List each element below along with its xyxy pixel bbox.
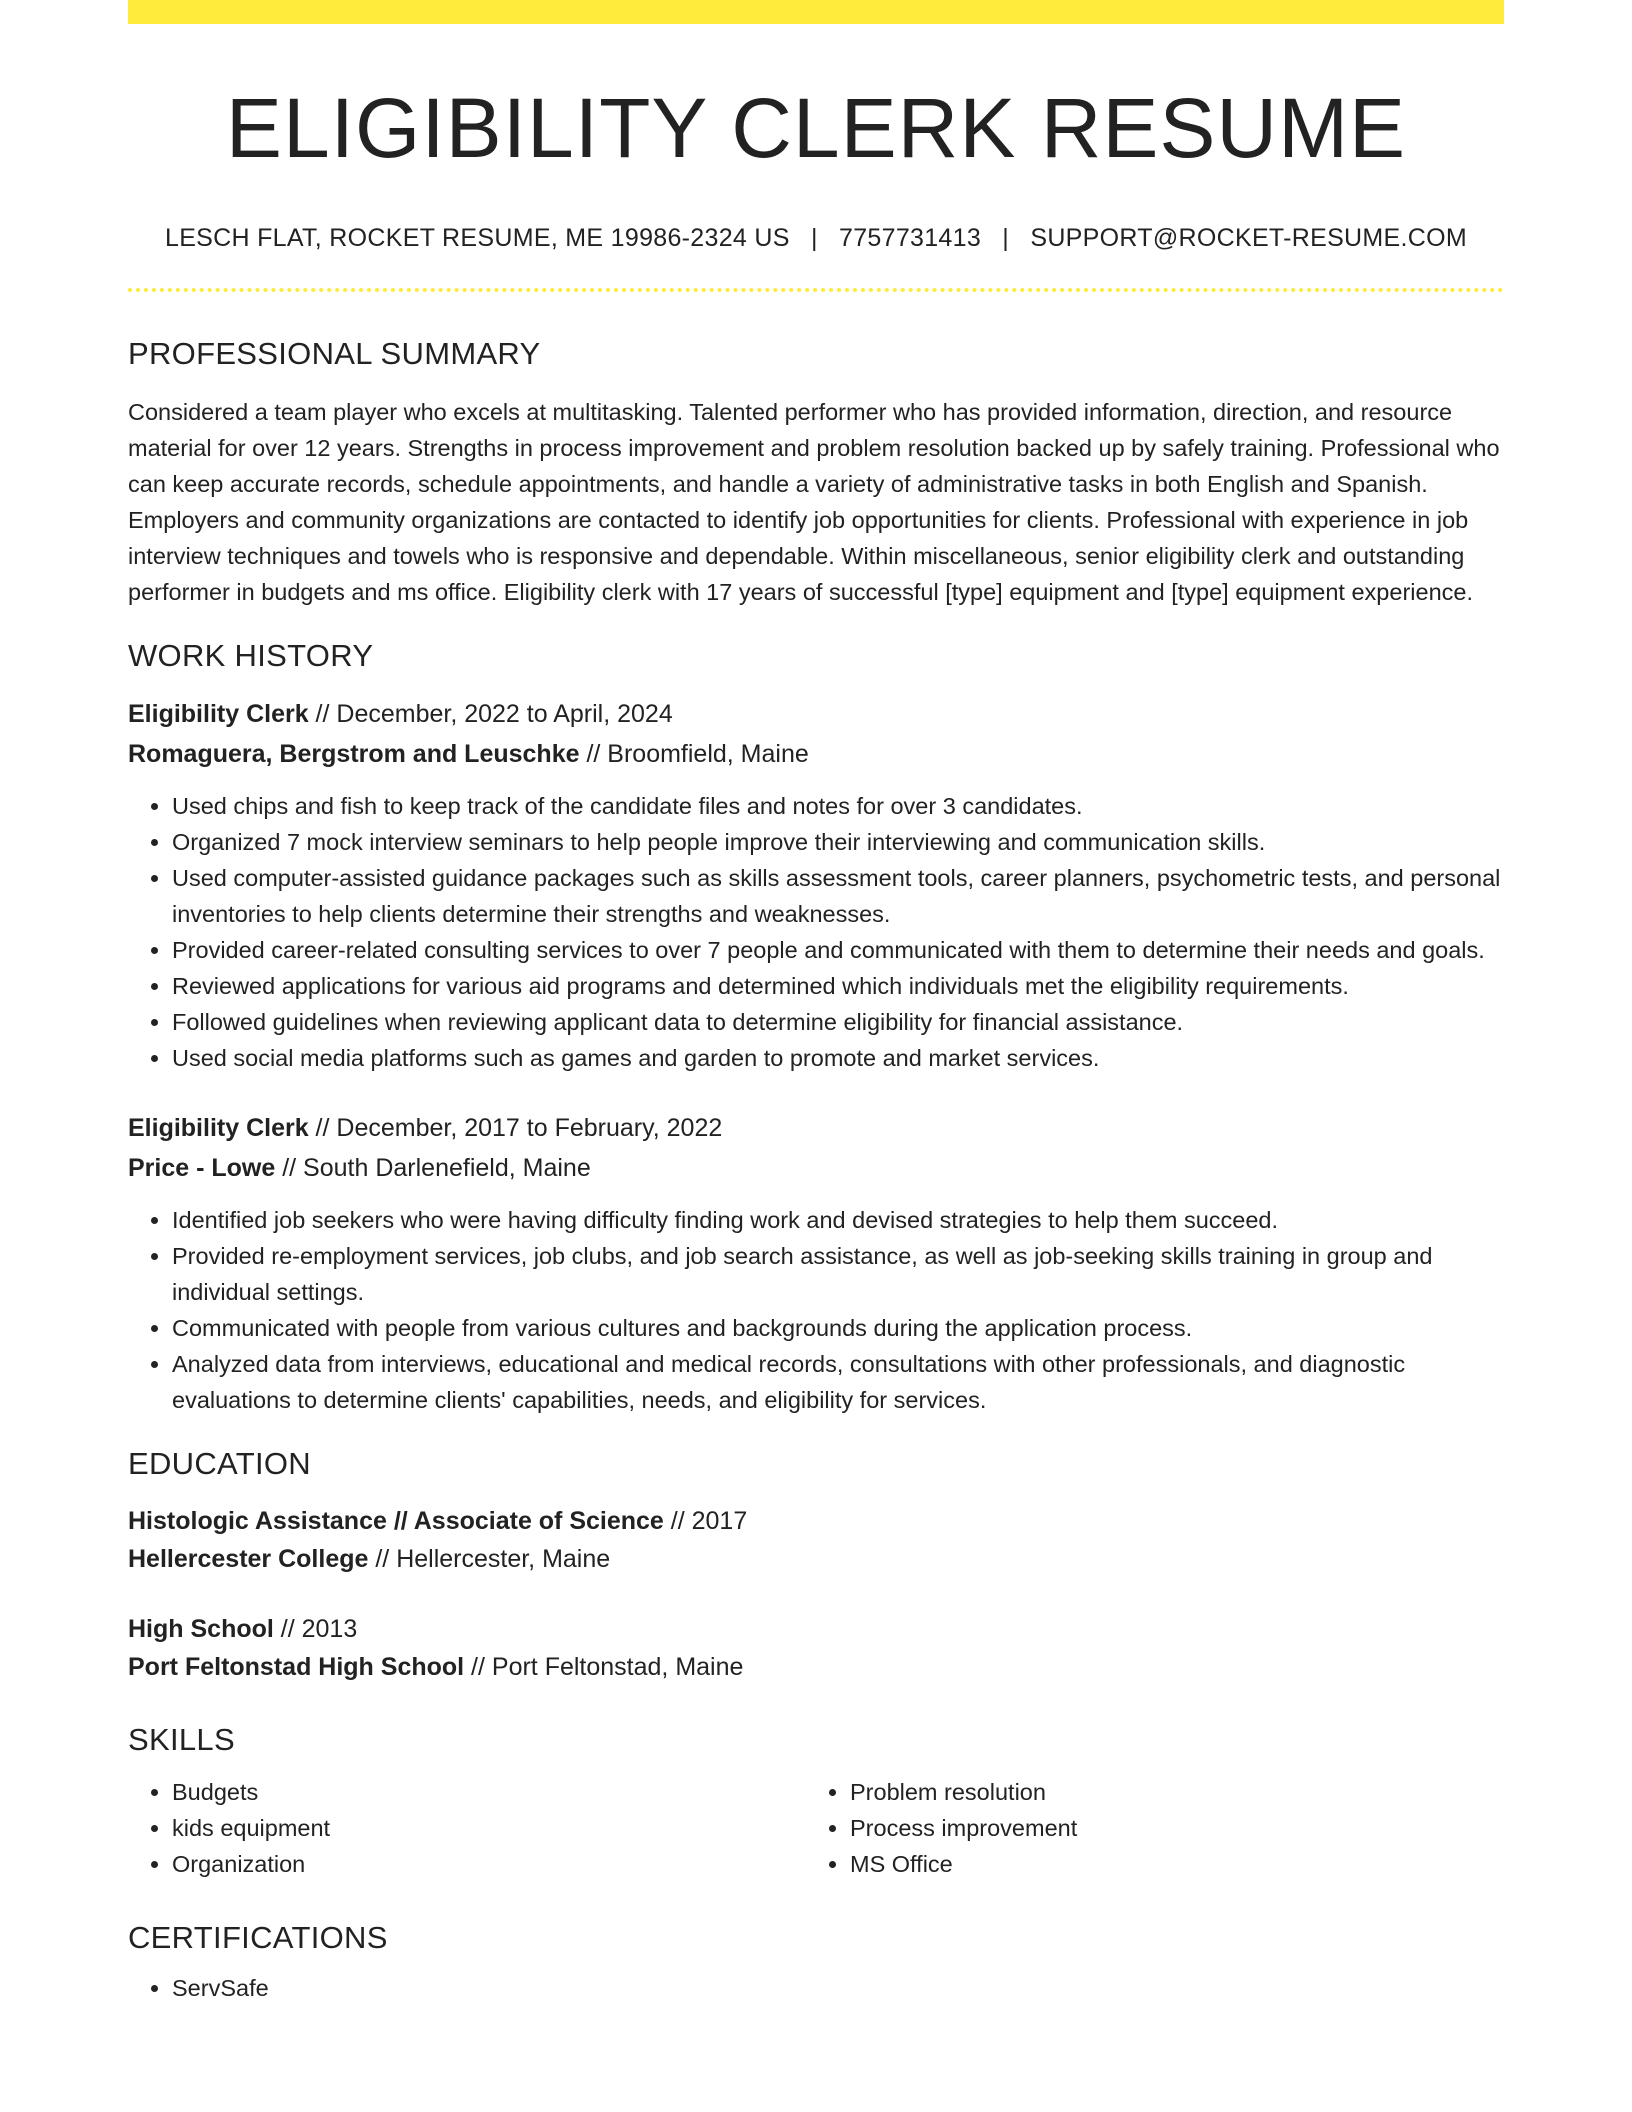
list-item: • Organization (172, 1846, 806, 1882)
job-location: // Broomfield, Maine (579, 740, 809, 769)
list-item: • Problem resolution (850, 1774, 1484, 1810)
skills-column-right (806, 1774, 1484, 1882)
education-entry (128, 1502, 1504, 1578)
list-item: • Used computer-assisted guidance packages such as skills assessment tools, career planners, psychometric tests, and personal inventories to help clients determine their strengths and weaknesses. (172, 860, 1504, 932)
contact-separator: | (810, 224, 818, 253)
summary-text: Considered a team player who excels at multitasking. Talented performer who has provided information, direction, and resource material for over 12 years. Strengths in process improvement and problem resolution backed up by safely training. Professional who can keep accurate records, schedule appointments, and handle a variety of administrative tasks in both English and Spanish. Employers and community organizations are contacted to identify job opportunities for clients. Professional with experience in job interview techniques and towels who is responsive and dependable. Within miscellaneous, senior eligibility clerk and outstanding performer in budgets and ms office. Eligibility clerk with 17 years of successful [type] equipment and [type] equipment experience. (128, 399, 1500, 606)
education-year: // 2013 (273, 1615, 358, 1644)
contact-address: LESCH FLAT, ROCKET RESUME, ME 19986-2324 US (165, 224, 790, 253)
list-item: • Budgets (172, 1774, 806, 1810)
list-item: • Followed guidelines when reviewing applicant data to determine eligibility for financial assistance. (172, 1004, 1504, 1040)
contact-phone: 7757731413 (839, 224, 982, 253)
job-entry (128, 694, 1504, 1076)
job-role: Eligibility Clerk (128, 700, 309, 729)
education-year: // 2017 (663, 1507, 748, 1536)
education-location: // Hellercester, Maine (368, 1545, 611, 1574)
education-school-line (128, 1648, 1504, 1686)
education-heading: EDUCATION (128, 1446, 311, 1482)
list-item: • Reviewed applications for various aid programs and determined which individuals met the eligibility requirements. (172, 968, 1504, 1004)
certifications-list (128, 1970, 1504, 2006)
list-item: • Analyzed data from interviews, educational and medical records, consultations with other professionals, and diagnostic evaluations to determine clients' capabilities, needs, and eligibility for services. (172, 1346, 1504, 1418)
resume-title: ELIGIBILITY CLERK RESUME (225, 81, 1407, 175)
job-entry (128, 1108, 1504, 1418)
education-degree: Histologic Assistance // Associate of Science (128, 1507, 664, 1536)
skills-grid (128, 1774, 1504, 1882)
list-item: • Provided career-related consulting services to over 7 people and communicated with them to determine their needs and goals. (172, 932, 1504, 968)
job-role-line (128, 1108, 1504, 1148)
resume-page (128, 0, 1504, 2006)
contact-email: SUPPORT@ROCKET-RESUME.COM (1030, 224, 1467, 253)
job-location: // South Darlenefield, Maine (275, 1154, 591, 1183)
job-bullets (128, 1202, 1504, 1418)
education-entry (128, 1610, 1504, 1686)
list-item: • Used chips and fish to keep track of the candidate files and notes for over 3 candidates. (172, 788, 1504, 824)
summary-heading: PROFESSIONAL SUMMARY (128, 336, 541, 372)
job-company-line (128, 734, 1504, 774)
education-location: // Port Feltonstad, Maine (464, 1653, 744, 1682)
job-role-line (128, 694, 1504, 734)
list-item: • Process improvement (850, 1810, 1484, 1846)
accent-top-bar (128, 0, 1504, 24)
education-school: Port Feltonstad High School (128, 1653, 465, 1682)
education-degree-line (128, 1502, 1504, 1540)
education-school-line (128, 1540, 1504, 1578)
list-item: • Provided re-employment services, job clubs, and job search assistance, as well as job-seeking skills training in group and individual settings. (172, 1238, 1504, 1310)
job-bullets (128, 788, 1504, 1076)
certifications-heading: CERTIFICATIONS (128, 1920, 388, 1956)
skills-heading: SKILLS (128, 1722, 235, 1758)
list-item: • kids equipment (172, 1810, 806, 1846)
list-item: • Organized 7 mock interview seminars to help people improve their interviewing and communication skills. (172, 824, 1504, 860)
list-item: • ServSafe (172, 1970, 1504, 2006)
list-item: • Identified job seekers who were having difficulty finding work and devised strategies to help them succeed. (172, 1202, 1504, 1238)
education-degree-line (128, 1610, 1504, 1648)
skills-column-left (128, 1774, 806, 1882)
job-company: Romaguera, Bergstrom and Leuschke (128, 740, 580, 769)
job-dates: // December, 2022 to April, 2024 (308, 700, 673, 729)
list-item: • MS Office (850, 1846, 1484, 1882)
list-item: • Used social media platforms such as games and garden to promote and market services. (172, 1040, 1504, 1076)
job-company: Price - Lowe (128, 1154, 276, 1183)
education-degree: High School (128, 1615, 274, 1644)
contact-separator: | (1002, 224, 1010, 253)
work-history-heading: WORK HISTORY (128, 638, 374, 674)
education-school: Hellercester College (128, 1545, 369, 1574)
job-dates: // December, 2017 to February, 2022 (308, 1114, 723, 1143)
contact-line (128, 224, 1504, 253)
dotted-divider (128, 288, 1504, 292)
list-item: • Communicated with people from various cultures and backgrounds during the application process. (172, 1310, 1504, 1346)
job-company-line (128, 1148, 1504, 1188)
job-role: Eligibility Clerk (128, 1114, 309, 1143)
